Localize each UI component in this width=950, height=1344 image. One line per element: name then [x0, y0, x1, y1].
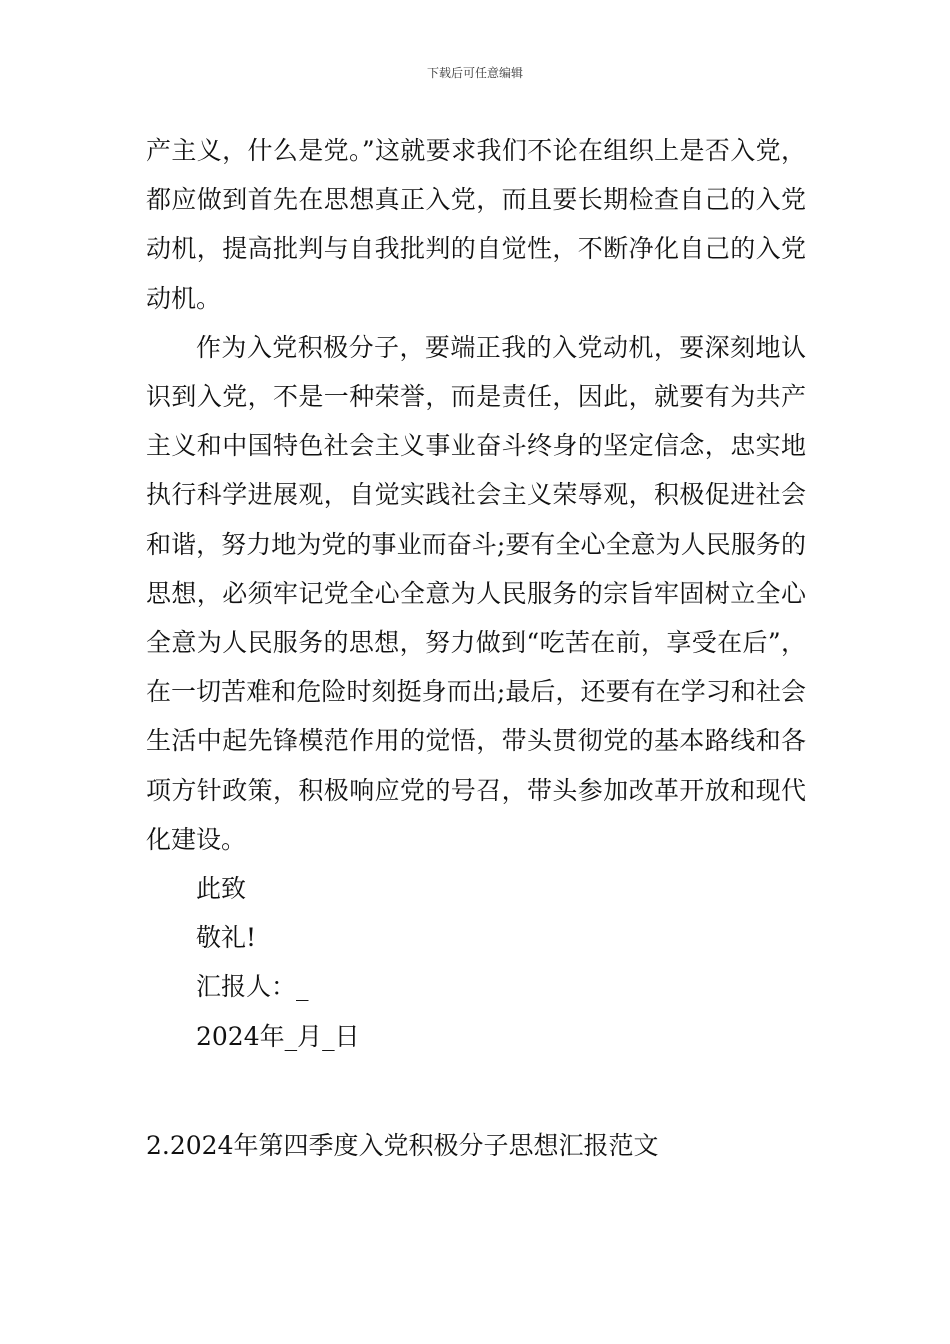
page-header: 下载后可任意编辑 — [426, 66, 523, 80]
closing-respect: 敬礼! — [196, 923, 257, 953]
paragraph-continuation: 产主义，什么是党。”这就要求我们不论在组织上是否入党，都应做到首先在思想真正入党，而且要长期检查自己的入党动机，提高批判与自我批判的自觉性，不断净化自己的入党动机。 — [146, 136, 806, 313]
closing-date: 2024年_月_日 — [196, 1021, 360, 1051]
closing-reporter: 汇报人：_ — [196, 972, 309, 1002]
closing-salutation: 此致 — [196, 874, 247, 904]
section-heading: 2.2024年第四季度入党积极分子思想汇报范文 — [146, 1131, 659, 1160]
document-body — [146, 126, 806, 1061]
paragraph-motivation: 作为入党积极分子，要端正我的入党动机，要深刻地认识到入党，不是一种荣誉，而是责任，因此，就要有为共产主义和中国特色社会主义事业奋斗终身的坚定信念，忠实地执行科学进展观，自觉实践社会主义荣辱观，积极促进社会和谐，努力地为党的事业而奋斗;要有全心全意为人民服务的思想，必须牢记党全心全意为人民服务的宗旨牢固树立全心全意为人民服务的思想，努力做到“吃苦在前，享受在后”，在一切苦难和危险时刻挺身而出;最后，还要有在学习和社会生活中起先锋模范作用的觉悟，带头贯彻党的基本路线和各项方针政策，积极响应党的号召，带头参加改革开放和现代化建设。 — [146, 332, 806, 854]
